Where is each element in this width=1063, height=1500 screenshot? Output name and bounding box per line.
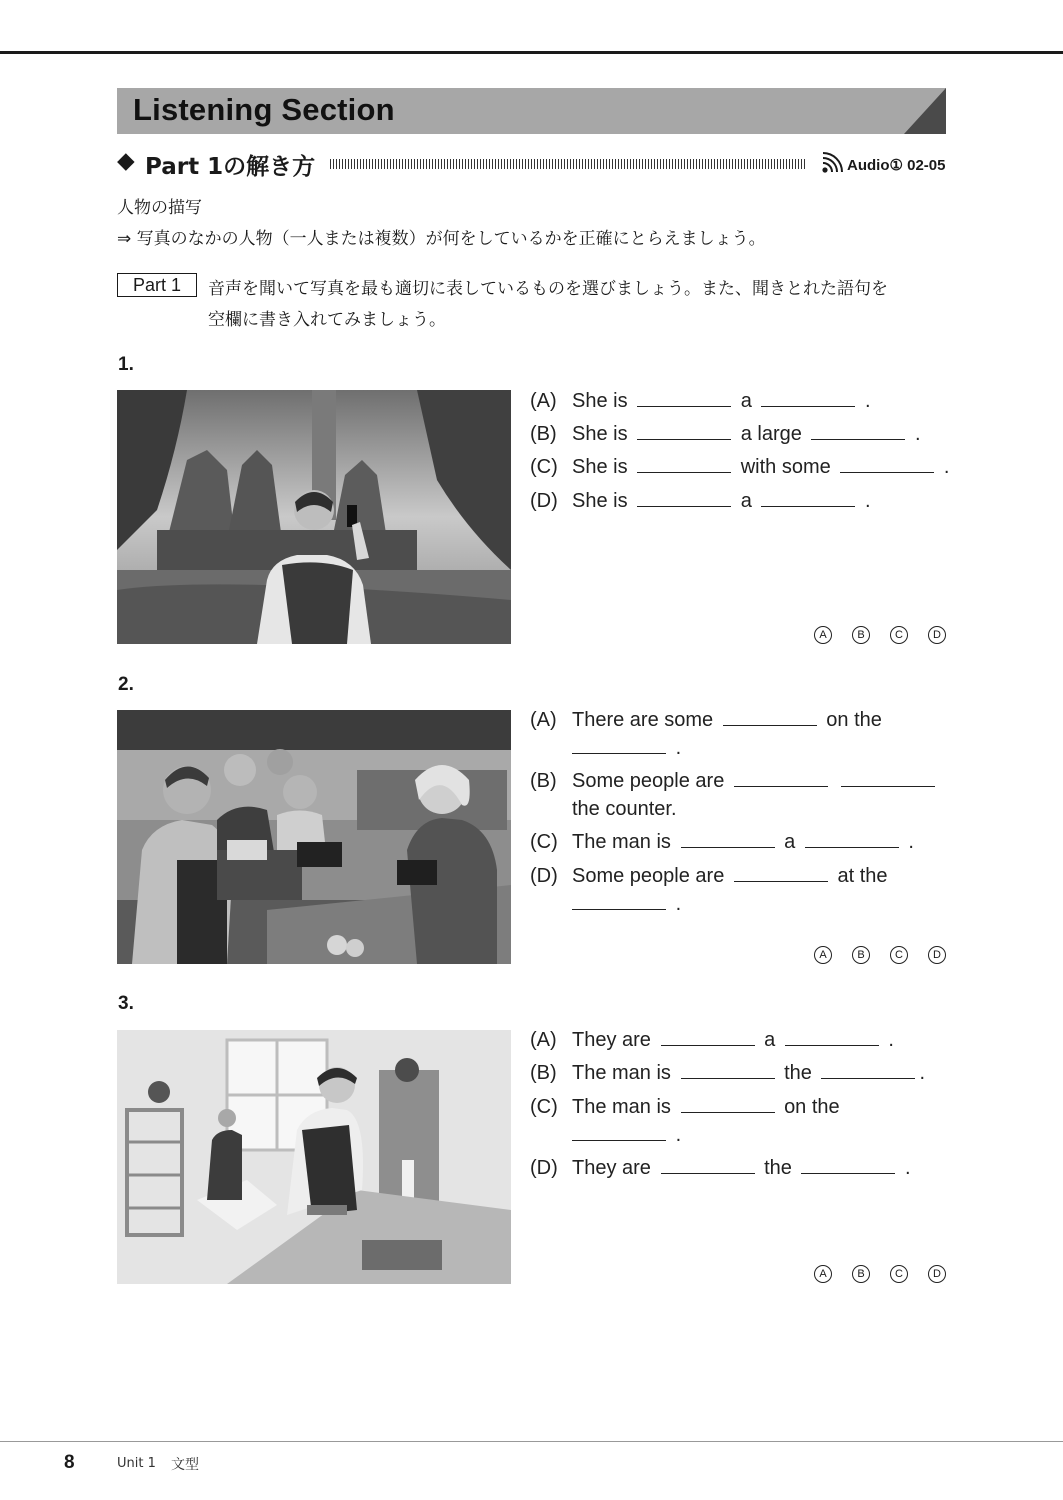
option-text: a: [740, 390, 752, 412]
answer-blank[interactable]: [811, 423, 905, 440]
answer-blank[interactable]: [572, 1124, 666, 1141]
choice-d[interactable]: D: [928, 626, 946, 644]
choice-c[interactable]: C: [890, 626, 908, 644]
intro-topic: 人物の描写: [117, 198, 202, 218]
option-letter: (C): [530, 1096, 558, 1118]
part-label: Part 1: [117, 273, 197, 297]
answer-blank[interactable]: [637, 390, 731, 407]
answer-blank[interactable]: [801, 1157, 895, 1174]
option-text: on the: [784, 1096, 840, 1118]
option-text: the counter.: [572, 798, 677, 820]
option-text: She is: [572, 390, 628, 412]
section-banner: [117, 88, 946, 134]
choice-d[interactable]: D: [928, 1265, 946, 1283]
part-heading-text: Part 1の解き方: [145, 154, 316, 180]
footer-unit: Unit 1: [117, 1456, 156, 1471]
option: [530, 770, 939, 793]
option-continuation: [572, 798, 677, 821]
intro-tip: ⇒ 写真のなかの人物（一人または複数）が何をしているかを正確にとらえましょう。: [117, 229, 766, 249]
option-text: at the: [837, 865, 888, 887]
option-letter: (B): [530, 1062, 557, 1084]
option: [530, 490, 871, 513]
option-text: on the: [826, 709, 882, 731]
photo-cleaning-table: [117, 1030, 511, 1284]
option-text: There are some: [572, 709, 714, 731]
option-letter: (A): [530, 390, 557, 412]
answer-blank[interactable]: [681, 1096, 775, 1113]
option-text: She is: [572, 490, 628, 512]
option-letter: (A): [530, 1029, 557, 1051]
answer-blank[interactable]: [761, 490, 855, 507]
choice-d[interactable]: D: [928, 946, 946, 964]
option: [530, 1157, 911, 1180]
option-text: .: [864, 390, 871, 412]
audio-label: Audio① 02-05: [847, 157, 946, 174]
option-text: Some people are: [572, 865, 725, 887]
top-rule: [0, 51, 1063, 54]
answer-blank[interactable]: [734, 865, 828, 882]
option: [530, 1029, 894, 1052]
choice-a[interactable]: A: [814, 946, 832, 964]
option: [530, 709, 882, 732]
option-letter: (D): [530, 865, 558, 887]
option-text: the: [764, 1157, 792, 1179]
option-text: .: [675, 737, 682, 759]
option-text: The man is: [572, 1062, 671, 1084]
option-text: She is: [572, 423, 628, 445]
answer-blank[interactable]: [681, 1062, 775, 1079]
option-letter: (B): [530, 770, 557, 792]
option-text: a large: [740, 423, 802, 445]
choice-c[interactable]: C: [890, 946, 908, 964]
option-text: The man is: [572, 831, 671, 853]
choice-b[interactable]: B: [852, 1265, 870, 1283]
option-letter: (A): [530, 709, 557, 731]
option-text: They are: [572, 1157, 651, 1179]
option: [530, 1062, 925, 1085]
answer-blank[interactable]: [572, 893, 666, 910]
footer-rule: [0, 1441, 1063, 1442]
option-text: .: [919, 1062, 925, 1084]
option-text: the: [784, 1062, 812, 1084]
option-text: Some people are: [572, 770, 725, 792]
answer-blank[interactable]: [723, 709, 817, 726]
option: [530, 1096, 840, 1119]
choice-b[interactable]: B: [852, 946, 870, 964]
answer-blank[interactable]: [637, 456, 731, 473]
option-letter: (C): [530, 456, 558, 478]
question-number: 1.: [118, 354, 134, 375]
answer-blank[interactable]: [572, 737, 666, 754]
choice-a[interactable]: A: [814, 1265, 832, 1283]
instruction-line-1: 音声を聞いて写真を最も適切に表しているものを選びましょう。また、聞きとれた語句を: [208, 279, 888, 299]
option-continuation: [572, 1124, 681, 1147]
dotted-leader: [330, 159, 806, 169]
answer-blank[interactable]: [761, 390, 855, 407]
option-text: .: [675, 893, 682, 915]
option-text: .: [864, 490, 871, 512]
choice-c[interactable]: C: [890, 1265, 908, 1283]
option-text: .: [915, 423, 921, 445]
option-letter: (D): [530, 490, 558, 512]
option: [530, 865, 888, 888]
option-text: .: [943, 456, 950, 478]
instruction-line-2: 空欄に書き入れてみましょう。: [208, 310, 446, 330]
option-text: .: [675, 1124, 682, 1146]
option-text: They are: [572, 1029, 651, 1051]
answer-blank[interactable]: [805, 831, 899, 848]
section-title: Listening Section: [133, 92, 395, 127]
answer-blank[interactable]: [785, 1029, 879, 1046]
option-letter: (C): [530, 831, 558, 853]
option-text: a: [740, 490, 752, 512]
choice-b[interactable]: B: [852, 626, 870, 644]
photo-checkout-counter: [117, 710, 511, 964]
option-text: a: [764, 1029, 776, 1051]
answer-blank[interactable]: [840, 456, 934, 473]
option: [530, 456, 949, 479]
option-letter: (D): [530, 1157, 558, 1179]
option-letter: (B): [530, 423, 557, 445]
part-heading: [117, 148, 946, 180]
answer-blank[interactable]: [681, 831, 775, 848]
option-continuation: [572, 893, 681, 916]
option-text: a: [784, 831, 796, 853]
answer-blank[interactable]: [661, 1157, 755, 1174]
banner-corner: [904, 88, 946, 134]
question-number: 3.: [118, 993, 134, 1014]
page-number: 8: [64, 1452, 75, 1473]
option-text: .: [908, 831, 914, 853]
choice-a[interactable]: A: [814, 626, 832, 644]
option-text: with some: [740, 456, 831, 478]
option: [530, 390, 871, 413]
audio-wave-icon: [821, 152, 843, 174]
diamond-icon: ◆: [117, 148, 135, 174]
question-number: 2.: [118, 674, 134, 695]
answer-blank[interactable]: [637, 490, 731, 507]
answer-blank[interactable]: [821, 1062, 915, 1079]
option-text: .: [905, 1157, 911, 1179]
answer-blank[interactable]: [637, 423, 731, 440]
option: [530, 831, 914, 854]
photo-temple-woman: [117, 390, 511, 644]
footer-title: 文型: [171, 1457, 199, 1473]
option-continuation: [572, 737, 681, 760]
answer-blank[interactable]: [661, 1029, 755, 1046]
answer-blank[interactable]: [841, 770, 935, 787]
answer-blank[interactable]: [734, 770, 828, 787]
option: [530, 423, 921, 446]
option-text: .: [888, 1029, 894, 1051]
option-text: She is: [572, 456, 628, 478]
option-text: The man is: [572, 1096, 671, 1118]
